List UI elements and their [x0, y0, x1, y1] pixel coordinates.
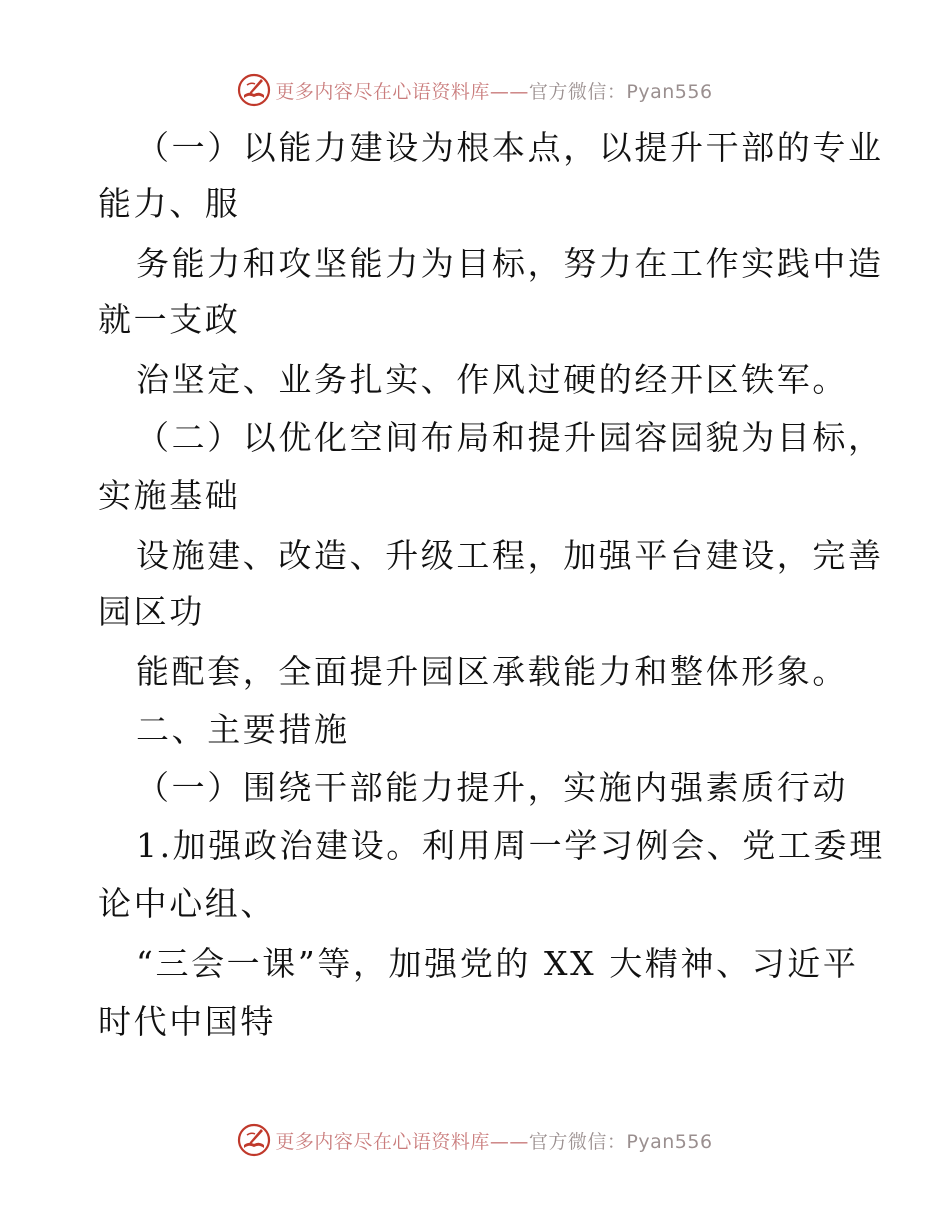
paragraph-line: 治坚定、业务扎实、作风过硬的经开区铁军。	[136, 360, 848, 399]
banner-wechat-label: 官方微信：Pyan556	[528, 80, 713, 103]
paragraph-line: （二）以优化空间布局和提升园容园貌为目标，	[136, 418, 884, 457]
book-quill-logo-icon	[237, 73, 271, 107]
paragraph-line: 就一支政	[98, 300, 241, 339]
banner-brand-text: 更多内容尽在心语资料库	[275, 1130, 490, 1153]
paragraph-line: 务能力和攻坚能力为目标，努力在工作实践中造	[136, 244, 884, 283]
banner-separator: ——	[489, 80, 529, 103]
paragraph-line: 时代中国特	[98, 1002, 276, 1041]
paragraph-line: （一）以能力建设为根本点，以提升干部的专业	[136, 128, 884, 167]
section-heading: 二、主要措施	[136, 710, 350, 749]
paragraph-line: 设施建、改造、升级工程，加强平台建设，完善	[136, 536, 884, 575]
banner-brand-text: 更多内容尽在心语资料库	[275, 80, 490, 103]
paragraph-line: 1.加强政治建设。利用周一学习例会、党工委理	[136, 826, 885, 865]
footer-watermark-banner	[0, 1120, 950, 1160]
paragraph-line: 论中心组、	[98, 884, 276, 923]
header-watermark-banner	[0, 70, 950, 110]
banner-separator: ——	[489, 1130, 529, 1153]
paragraph-line: 实施基础	[98, 476, 241, 515]
paragraph-line: 能力、服	[98, 184, 241, 223]
paragraph-line: 能配套，全面提升园区承载能力和整体形象。	[136, 652, 848, 691]
banner-wechat-label: 官方微信：Pyan556	[528, 1130, 713, 1153]
paragraph-line: 园区功	[98, 592, 205, 631]
subsection-heading: （一）围绕干部能力提升，实施内强素质行动	[136, 768, 848, 807]
paragraph-line: “三会一课”等，加强党的 XX 大精神、习近平	[136, 944, 859, 983]
book-quill-logo-icon	[237, 1123, 271, 1157]
